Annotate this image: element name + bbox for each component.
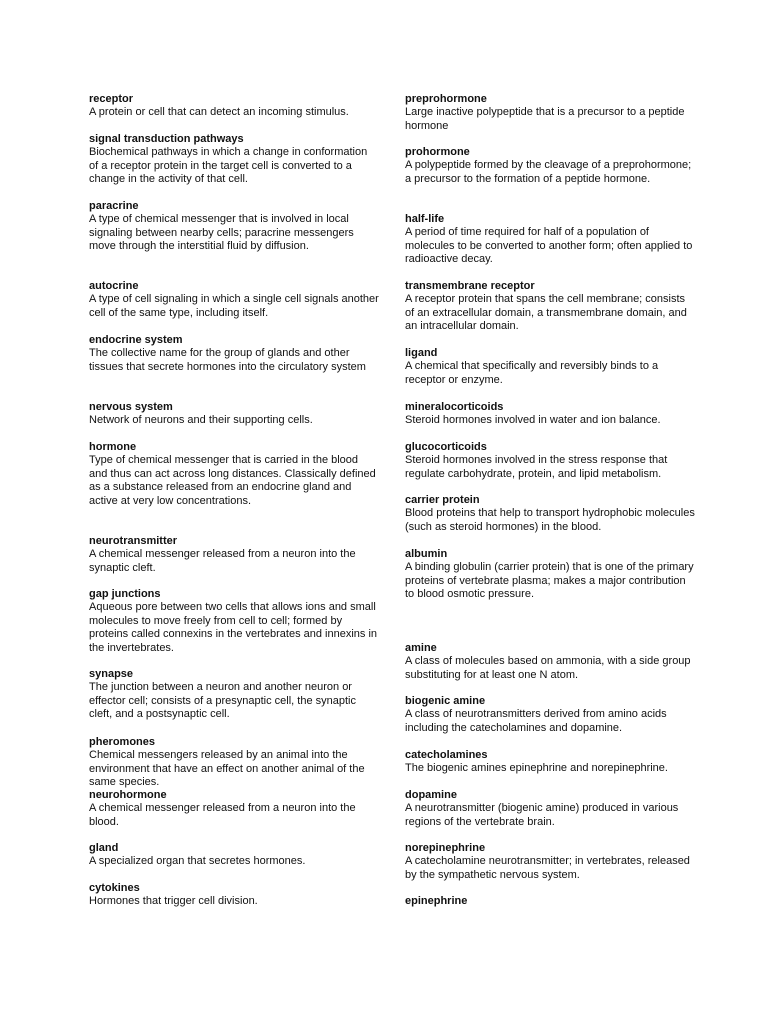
glossary-entry-nervous-system: [89, 401, 379, 428]
definition: Type of chemical messenger that is carried in the blood and thus can act across long distances. Classically defined as a substance released from an endocrine gland and active at very low concentrations.: [89, 454, 376, 507]
glossary-entry-carrier-protein: [405, 494, 695, 534]
term: endocrine system: [89, 334, 183, 346]
definition: A specialized organ that secretes hormones.: [89, 855, 306, 868]
term: glucocorticoids: [405, 441, 487, 453]
term: mineralocorticoids: [405, 401, 504, 413]
glossary-entry-signal-transduction-pathways: [89, 133, 379, 187]
glossary-entry-endocrine-system: [89, 334, 379, 374]
term: ligand: [405, 347, 438, 359]
definition: Biochemical pathways in which a change in conformation of a receptor protein in the target cell is converted to a change in the activity of that cell.: [89, 146, 368, 186]
glossary-entry-preprohormone: [405, 93, 695, 133]
term: dopamine: [405, 789, 457, 801]
term: hormone: [89, 441, 137, 453]
definition: A type of chemical messenger that is involved in local signaling between nearby cells; paracrine messengers move through the interstitial fluid by diffusion.: [89, 213, 354, 253]
term: receptor: [89, 93, 134, 105]
term: catecholamines: [405, 749, 488, 761]
definition: Blood proteins that help to transport hydrophobic molecules (such as steroid hormones) in the blood.: [405, 507, 695, 533]
definition: A receptor protein that spans the cell membrane; consists of an extracellular domain, a transmembrane domain, and an intracellular domain.: [405, 293, 687, 333]
glossary-entry-half-life: [405, 213, 695, 267]
term: gland: [89, 842, 119, 854]
definition: A binding globulin (carrier protein) that is one of the primary proteins of vertebrate plasma; makes a major contribution to blood osmotic pressure.: [405, 561, 694, 601]
glossary-entry-prohormone: [405, 146, 695, 186]
glossary-entry-autocrine: [89, 280, 379, 320]
glossary-entry-amine: [405, 642, 695, 682]
glossary-entry-glucocorticoids: [405, 441, 695, 481]
term: signal transduction pathways: [89, 133, 244, 145]
glossary-entry-albumin: [405, 548, 695, 602]
glossary-entry-receptor: [89, 93, 379, 120]
glossary-entry-norepinephrine: [405, 842, 695, 882]
term: nervous system: [89, 401, 173, 413]
term: amine: [405, 642, 437, 654]
definition: A polypeptide formed by the cleavage of a preprohormone; a precursor to the formation of a peptide hormone.: [405, 159, 692, 185]
term: neurotransmitter: [89, 535, 178, 547]
definition: A chemical messenger released from a neuron into the blood.: [89, 802, 356, 828]
glossary-entry-hormone: [89, 441, 379, 508]
definition: Large inactive polypeptide that is a precursor to a peptide hormone: [405, 106, 685, 132]
term: transmembrane receptor: [405, 280, 535, 292]
definition: A neurotransmitter (biogenic amine) produced in various regions of the vertebrate brain.: [405, 802, 679, 828]
definition: A class of molecules based on ammonia, with a side group substituting for at least one N atom.: [405, 655, 691, 681]
definition: Steroid hormones involved in the stress response that regulate carbohydrate, protein, and lipid metabolism.: [405, 454, 668, 480]
glossary-entry-cytokines: [89, 882, 379, 909]
definition: The collective name for the group of glands and other tissues that secrete hormones into the circulatory system: [89, 347, 366, 373]
term: prohormone: [405, 146, 470, 158]
term: half-life: [405, 213, 445, 225]
definition: A period of time required for half of a population of molecules to be converted to another form; often applied to radioactive decay.: [405, 226, 693, 266]
term: biogenic amine: [405, 695, 486, 707]
term: pheromones: [89, 736, 156, 748]
term: epinephrine: [405, 895, 468, 907]
glossary-entry-synapse: [89, 668, 379, 722]
definition: Network of neurons and their supporting cells.: [89, 414, 313, 427]
term: preprohormone: [405, 93, 487, 105]
definition: The biogenic amines epinephrine and norepinephrine.: [405, 762, 668, 775]
definition: A class of neurotransmitters derived from amino acids including the catecholamines and dopamine.: [405, 708, 667, 734]
definition: A chemical that specifically and reversibly binds to a receptor or enzyme.: [405, 360, 659, 386]
definition: Aqueous pore between two cells that allows ions and small molecules to move freely from cell to cell; formed by proteins called connexins in the vertebrates and innexins in the invertebrates.: [89, 601, 378, 654]
term: synapse: [89, 668, 134, 680]
definition: Steroid hormones involved in water and ion balance.: [405, 414, 661, 427]
term: autocrine: [89, 280, 139, 292]
glossary-entry-biogenic-amine: [405, 695, 695, 735]
glossary-entry-dopamine: [405, 789, 695, 829]
glossary-entry-gland: [89, 842, 379, 869]
glossary-entry-ligand: [405, 347, 695, 387]
term: paracrine: [89, 200, 139, 212]
glossary-entry-pheromones: [89, 736, 379, 790]
term: carrier protein: [405, 494, 480, 506]
term: albumin: [405, 548, 448, 560]
glossary-entry-paracrine: [89, 200, 379, 254]
glossary-entry-mineralocorticoids: [405, 401, 695, 428]
glossary-entry-neurotransmitter: [89, 535, 379, 575]
definition: Hormones that trigger cell division.: [89, 895, 258, 908]
definition: Chemical messengers released by an animal into the environment that have an effect on another animal of the same species.: [89, 749, 365, 789]
definition: The junction between a neuron and another neuron or effector cell; consists of a presynaptic cell, the synaptic cleft, and a postsynaptic cell.: [89, 681, 356, 721]
term: neurohormone: [89, 789, 167, 801]
definition: A protein or cell that can detect an incoming stimulus.: [89, 106, 349, 119]
glossary-entry-transmembrane-receptor: [405, 280, 695, 334]
term: norepinephrine: [405, 842, 486, 854]
glossary-entry-catecholamines: [405, 749, 695, 776]
glossary-entry-epinephrine: [405, 895, 695, 908]
term: gap junctions: [89, 588, 161, 600]
term: cytokines: [89, 882, 140, 894]
glossary-entry-gap-junctions: [89, 588, 379, 655]
glossary-entry-neurohormone: [89, 789, 379, 829]
definition: A type of cell signaling in which a single cell signals another cell of the same type, including itself.: [89, 293, 379, 319]
definition: A catecholamine neurotransmitter; in vertebrates, released by the sympathetic nervous system.: [405, 855, 690, 881]
definition: A chemical messenger released from a neuron into the synaptic cleft.: [89, 548, 356, 574]
